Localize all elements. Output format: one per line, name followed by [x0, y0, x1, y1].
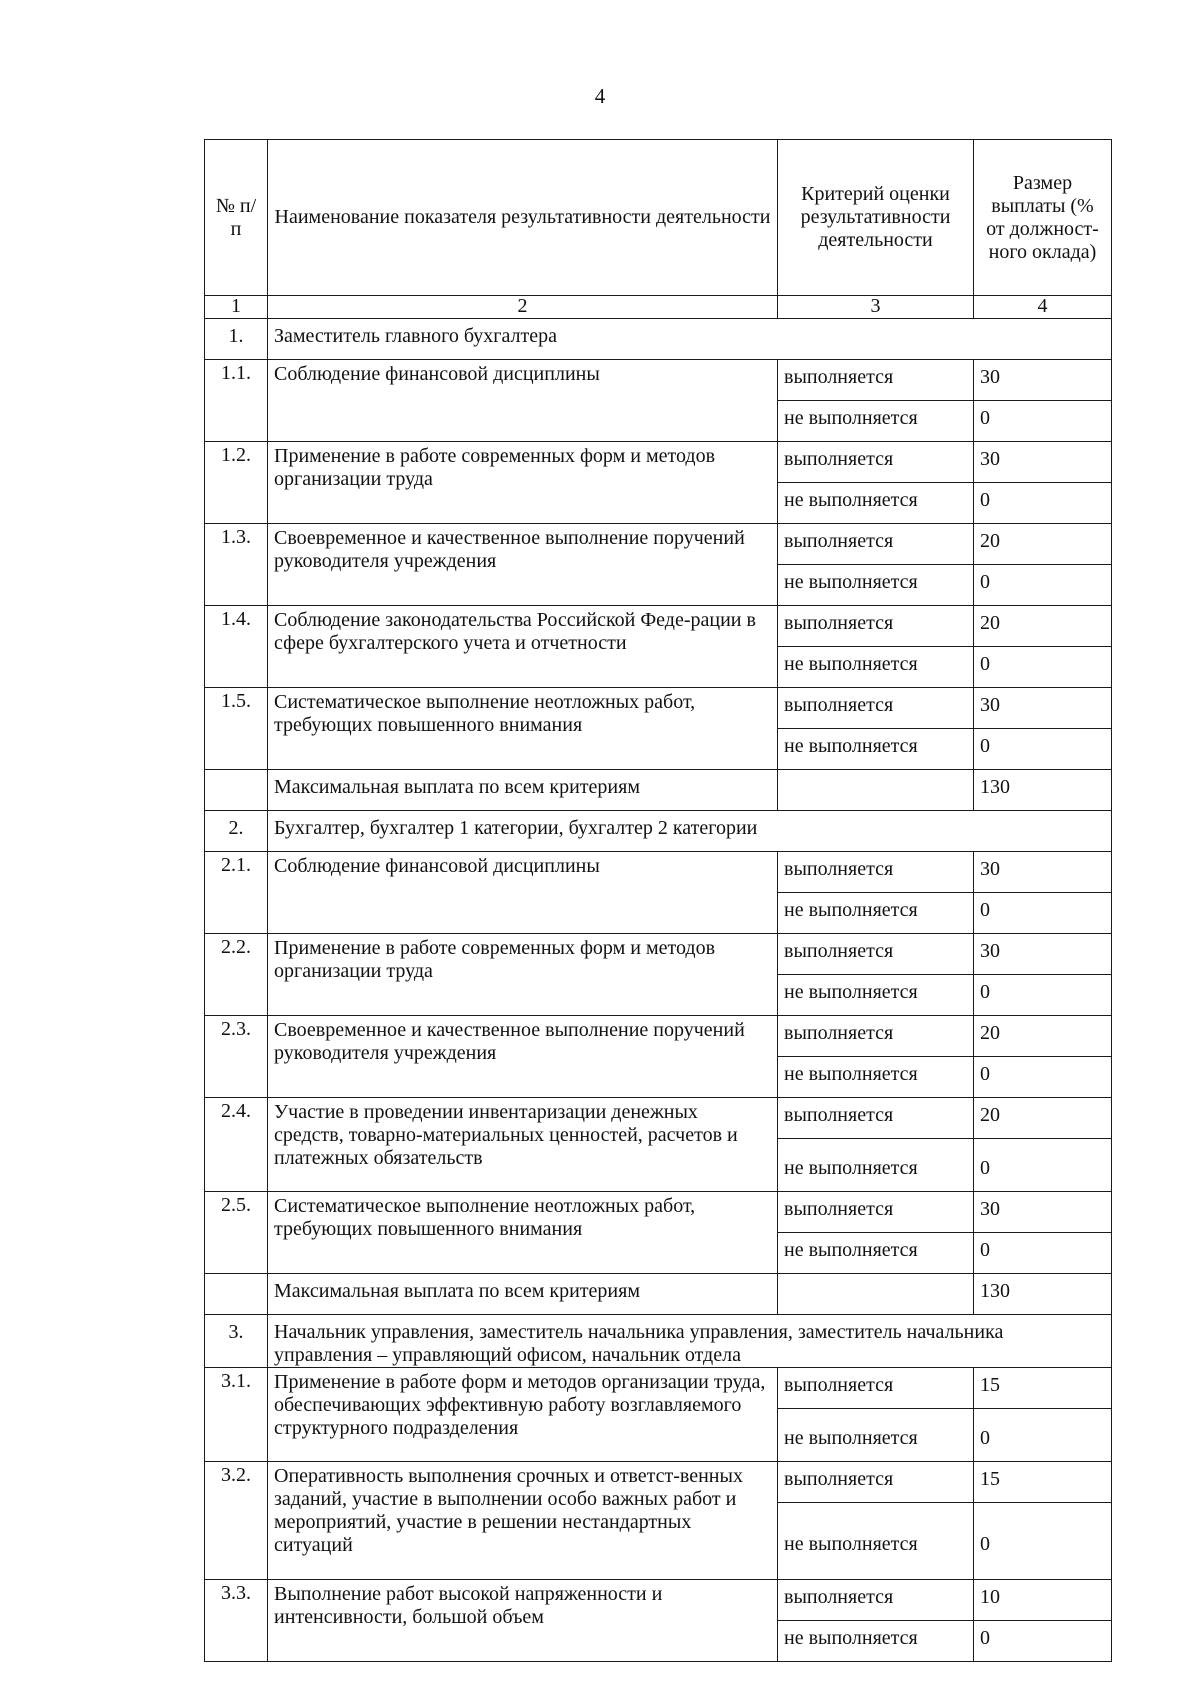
indicator-name: Своевременное и качественное выполнение поручений руководителя учреждения: [268, 1016, 778, 1098]
indicator-number: 2.3.: [205, 1016, 268, 1098]
page-number: 4: [594, 84, 606, 108]
payment-value-fulfilled: 10: [974, 1580, 1112, 1621]
indicator-row: [205, 934, 1112, 975]
column-number: 1: [205, 296, 268, 319]
payment-value-fulfilled: 30: [974, 852, 1112, 893]
indicator-number: 1.4.: [205, 606, 268, 688]
max-payment-row: [205, 770, 1112, 811]
indicator-row: [205, 1368, 1112, 1409]
indicator-name: Соблюдение финансовой дисциплины: [268, 852, 778, 934]
criterion-fulfilled: выполняется: [778, 1016, 974, 1057]
indicator-name: Применение в работе современных форм и методов организации труда: [268, 442, 778, 524]
criterion-fulfilled: выполняется: [778, 360, 974, 401]
payment-value-fulfilled: 15: [974, 1368, 1112, 1409]
section-number: 1.: [205, 319, 268, 360]
criterion-fulfilled: выполняется: [778, 524, 974, 565]
payment-value-not-fulfilled: 0: [974, 1139, 1112, 1192]
indicator-row: [205, 1098, 1112, 1139]
section-number: 2.: [205, 811, 268, 852]
indicator-row: [205, 524, 1112, 565]
criterion-not-fulfilled: не выполняется: [778, 975, 974, 1016]
max-payment-criterion: [778, 1274, 974, 1315]
indicator-row: [205, 1192, 1112, 1233]
indicator-name: Соблюдение финансовой дисциплины: [268, 360, 778, 442]
criterion-not-fulfilled: не выполняется: [778, 1057, 974, 1098]
criterion-not-fulfilled: не выполняется: [778, 1621, 974, 1662]
payment-value-fulfilled: 30: [974, 360, 1112, 401]
indicator-number: 1.3.: [205, 524, 268, 606]
criterion-fulfilled: выполняется: [778, 934, 974, 975]
criterion-fulfilled: выполняется: [778, 1580, 974, 1621]
indicator-row: [205, 360, 1112, 401]
payment-value-fulfilled: 20: [974, 1016, 1112, 1057]
indicator-number: 1.5.: [205, 688, 268, 770]
indicator-name: Своевременное и качественное выполнение поручений руководителя учреждения: [268, 524, 778, 606]
payment-value-not-fulfilled: 0: [974, 893, 1112, 934]
criterion-fulfilled: выполняется: [778, 1462, 974, 1503]
payment-value-not-fulfilled: 0: [974, 401, 1112, 442]
criterion-not-fulfilled: не выполняется: [778, 893, 974, 934]
section-row: [205, 1315, 1112, 1368]
column-number: 2: [268, 296, 778, 319]
criterion-fulfilled: выполняется: [778, 1192, 974, 1233]
section-title: Бухгалтер, бухгалтер 1 категории, бухгалтер 2 категории: [268, 811, 1112, 852]
indicator-number: 1.1.: [205, 360, 268, 442]
criterion-not-fulfilled: не выполняется: [778, 401, 974, 442]
max-payment-label: Максимальная выплата по всем критериям: [268, 1274, 778, 1315]
max-payment-criterion: [778, 770, 974, 811]
criterion-fulfilled: выполняется: [778, 1098, 974, 1139]
indicator-name: Участие в проведении инвентаризации денежных средств, товарно-материальных ценностей, расчетов и платежных обязательств: [268, 1098, 778, 1192]
indicator-name: Систематическое выполнение неотложных работ, требующих повышенного внимания: [268, 688, 778, 770]
max-payment-value: 130: [974, 1274, 1112, 1315]
criterion-not-fulfilled: не выполняется: [778, 1139, 974, 1192]
indicator-number: 3.3.: [205, 1580, 268, 1662]
indicator-number: 3.1.: [205, 1368, 268, 1462]
max-payment-row: [205, 1274, 1112, 1315]
payment-value-fulfilled: 20: [974, 524, 1112, 565]
criterion-not-fulfilled: не выполняется: [778, 729, 974, 770]
indicator-name: Применение в работе форм и методов организации труда, обеспечивающих эффективную работу возглавляемого структурного подразделения: [268, 1368, 778, 1462]
section-row: [205, 319, 1112, 360]
payment-value-fulfilled: 30: [974, 1192, 1112, 1233]
payment-value-fulfilled: 20: [974, 1098, 1112, 1139]
payment-value-not-fulfilled: 0: [974, 1503, 1112, 1580]
max-payment-value: 130: [974, 770, 1112, 811]
indicator-name: Соблюдение законодательства Российской Феде-рации в сфере бухгалтерского учета и отчетности: [268, 606, 778, 688]
payment-value-fulfilled: 30: [974, 442, 1112, 483]
indicator-row: [205, 852, 1112, 893]
payment-value-not-fulfilled: 0: [974, 975, 1112, 1016]
payment-value-fulfilled: 30: [974, 934, 1112, 975]
column-number: 3: [778, 296, 974, 319]
criterion-not-fulfilled: не выполняется: [778, 565, 974, 606]
payment-value-fulfilled: 20: [974, 606, 1112, 647]
max-payment-number: [205, 770, 268, 811]
header-number: № п/п: [205, 140, 268, 296]
table-header-row: [205, 140, 1112, 296]
indicator-row: [205, 688, 1112, 729]
header-criterion: Критерий оценки результативности деятельности: [778, 140, 974, 296]
payment-value-fulfilled: 30: [974, 688, 1112, 729]
criterion-not-fulfilled: не выполняется: [778, 1233, 974, 1274]
payment-value-fulfilled: 15: [974, 1462, 1112, 1503]
indicator-number: 2.2.: [205, 934, 268, 1016]
indicator-name: Выполнение работ высокой напряженности и интенсивности, большой объем: [268, 1580, 778, 1662]
header-payment-size: Размер выплаты (% от должност-ного оклада): [974, 140, 1112, 296]
indicator-row: [205, 606, 1112, 647]
max-payment-number: [205, 1274, 268, 1315]
indicator-row: [205, 442, 1112, 483]
section-number: 3.: [205, 1315, 268, 1368]
payment-value-not-fulfilled: 0: [974, 483, 1112, 524]
indicator-name: Оперативность выполнения срочных и ответст-венных заданий, участие в выполнении особо важных работ и мероприятий, участие в решении нестандартных ситуаций: [268, 1462, 778, 1580]
indicator-row: [205, 1016, 1112, 1057]
indicator-name: Систематическое выполнение неотложных работ, требующих повышенного внимания: [268, 1192, 778, 1274]
indicator-number: 2.5.: [205, 1192, 268, 1274]
section-row: [205, 811, 1112, 852]
criterion-fulfilled: выполняется: [778, 606, 974, 647]
payment-value-not-fulfilled: 0: [974, 1409, 1112, 1462]
max-payment-label: Максимальная выплата по всем критериям: [268, 770, 778, 811]
indicator-number: 2.4.: [205, 1098, 268, 1192]
indicator-number: 2.1.: [205, 852, 268, 934]
indicator-number: 3.2.: [205, 1462, 268, 1580]
header-indicator-name: Наименование показателя результативности деятельности: [268, 140, 778, 296]
indicator-row: [205, 1462, 1112, 1503]
indicator-number: 1.2.: [205, 442, 268, 524]
indicator-row: [205, 1580, 1112, 1621]
criterion-not-fulfilled: не выполняется: [778, 1503, 974, 1580]
payment-value-not-fulfilled: 0: [974, 565, 1112, 606]
payment-value-not-fulfilled: 0: [974, 1057, 1112, 1098]
payment-value-not-fulfilled: 0: [974, 1233, 1112, 1274]
section-title: Начальник управления, заместитель начальника управления, заместитель начальника управления – управляющий офисом, начальник отдела: [268, 1315, 1112, 1368]
column-numbers-row: [205, 296, 1112, 319]
criterion-fulfilled: выполняется: [778, 1368, 974, 1409]
criterion-not-fulfilled: не выполняется: [778, 483, 974, 524]
column-number: 4: [974, 296, 1112, 319]
payment-value-not-fulfilled: 0: [974, 647, 1112, 688]
criterion-fulfilled: выполняется: [778, 852, 974, 893]
section-title: Заместитель главного бухгалтера: [268, 319, 1112, 360]
criterion-fulfilled: выполняется: [778, 688, 974, 729]
indicators-table: [204, 139, 1112, 1662]
criterion-fulfilled: выполняется: [778, 442, 974, 483]
indicator-name: Применение в работе современных форм и методов организации труда: [268, 934, 778, 1016]
criterion-not-fulfilled: не выполняется: [778, 1409, 974, 1462]
payment-value-not-fulfilled: 0: [974, 729, 1112, 770]
payment-value-not-fulfilled: 0: [974, 1621, 1112, 1662]
criterion-not-fulfilled: не выполняется: [778, 647, 974, 688]
